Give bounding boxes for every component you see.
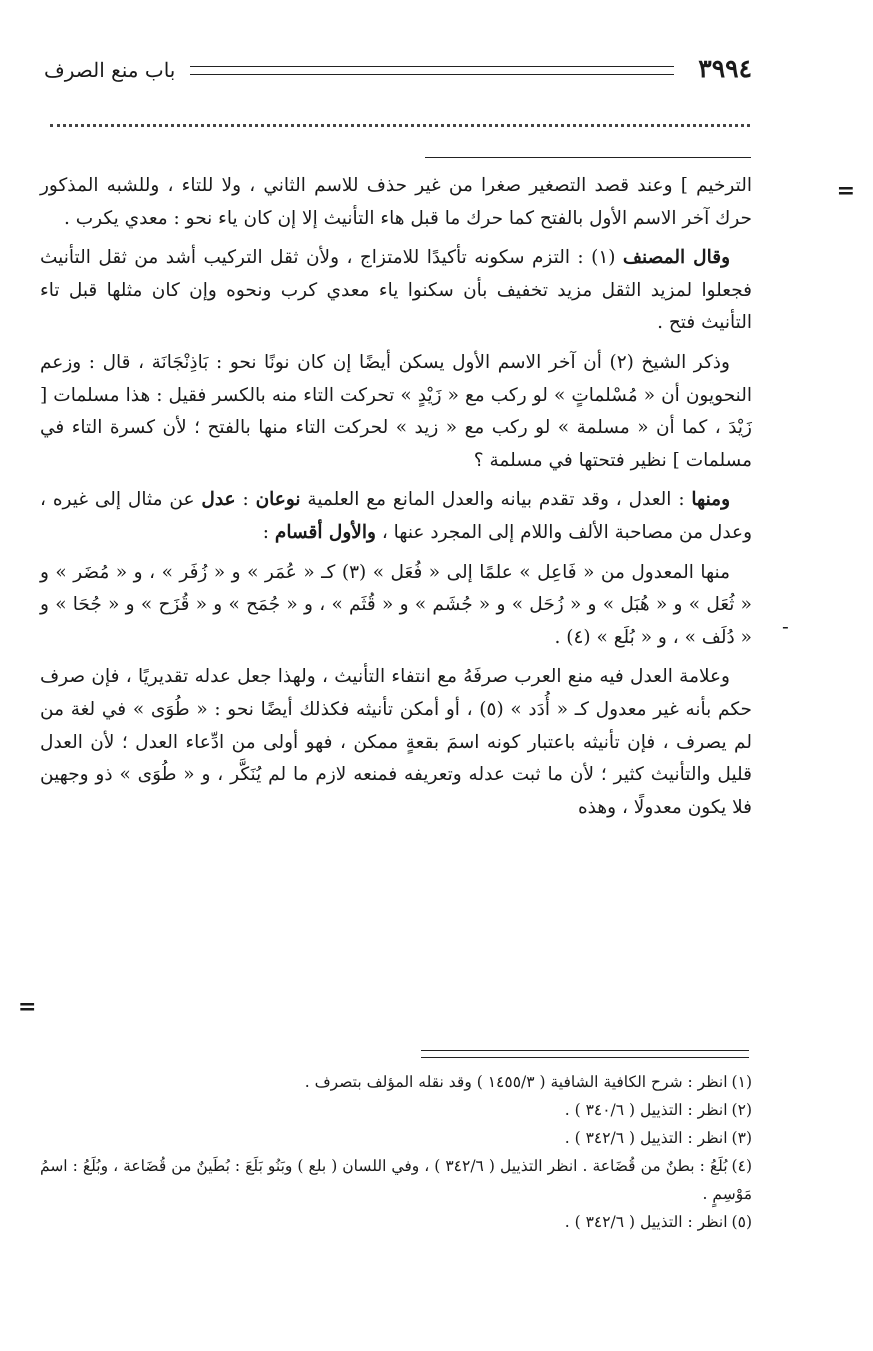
paragraph — [40, 170, 752, 235]
text-run: منها المعدول من « فَاعِل » علمًا إلى « فُعَل » (٣) كـ « عُمَر » و « زُفَر » ، و « مُضَر » و « ثُعَل » و « هُبَل » و « زُحَل » و « جُشَم » و « قُثَم » ، و « جُمَح » و « قُزَح » و « جُحَا » و « دُلَف » ، و « بُلَع » (٤) . — [40, 561, 752, 648]
text-run: وعلامة العدل فيه منع العرب صرفَهُ مع انتفاء التأنيث ، ولهذا جعل عدله تقديريًا ، فإن صرف حكم بأنه غير معدول كـ « أُدَد » (٥) ، أو أمكن تأنيثه فكذلك أيضًا نحو : « طُوَى » في لغة من لم يصرف ، فإن تأنيثه باعتبار كونه اسمَ بقعةٍ ممكن ، فهو أولى من ادِّعاء العدل ؛ لأن العدل قليل والتأنيث كثير ؛ لأن ما ثبت عدله وتعريفه فمنعه لازم ما لم يُنَكَّر ، و « طُوَى » ذو وجهين فلا يكون معدولًا ، وهذه — [40, 666, 752, 818]
text-run: : — [262, 521, 275, 543]
bold-run: نوعان — [255, 489, 301, 511]
chapter-title: باب منع الصرف — [44, 58, 176, 82]
text-run: عن مثال إلى غيره ، وعدل من مصاحبة الألف واللام إلى المجرد عنها ، — [40, 489, 752, 543]
bold-run: ومنها — [691, 489, 731, 511]
text-run: الترخيم ] وعند قصد التصغير صغرا من غير حذف للاسم الثاني ، ولا للتاء ، وللشبه المذكور حرك آخر الاسم الأول بالفتح كما حرك ما قبل هاء التأنيث إلا إن كان ياء نحو : معدي يكرب . — [40, 175, 752, 229]
paragraph — [40, 484, 752, 549]
paragraph — [40, 661, 752, 824]
paragraph — [40, 557, 752, 655]
header-double-rule — [190, 66, 674, 75]
text-run: وذكر الشيخ (٢) أن آخر الاسم الأول يسكن أيضًا إن كان نونًا نحو : بَاذِنْجَانَة ، قال : وزعم النحويون أن « مُسْلماتٍ » لو ركب مع « زَيْدٍ » تحركت التاء منه بالكسر فقيل : هذا مسلمات [ زَيْدَ ، كما أن « مسلمة » لو ركب مع « زيد » لحركت التاء منها بالفتح ؛ لأن كسرة التاء في مسلمات ] نظير فتحتها في مسلمة ؟ — [40, 351, 752, 471]
text-run: : — [235, 489, 256, 511]
margin-mark: - — [782, 614, 789, 638]
footnote-text: بُلَعُ : بطنٌ من قُضَاعة . انظر التذييل ( ٣٤٢/٦ ) ، وفي اللسان ( بلع ) وبَنُو بَلَعَ : بُطَينٌ من قُضَاعة ، وبُلَعُ : اسمُ مَوْسِمٍ . — [40, 1157, 752, 1203]
footnote-label: (٢) — [731, 1101, 752, 1119]
footnote — [40, 1152, 752, 1208]
continuation-mark-bottom: = — [18, 994, 37, 1020]
page-number: ٣٩٩٤ — [698, 54, 752, 83]
continuation-mark-top: = — [836, 178, 855, 204]
main-text — [40, 170, 752, 831]
bold-run: عدل — [201, 489, 236, 511]
footnote-divider — [421, 1050, 749, 1058]
short-divider — [425, 157, 751, 158]
bold-run: والأول أقسام — [274, 521, 376, 543]
dotted-divider — [50, 124, 750, 127]
footnote — [40, 1068, 752, 1096]
text-run: (١) : التزم سكونه تأكيدًا للامتزاج ، ولأن ثقل التركيب أشد من ثقل التأنيث فجعلوا لمزيد الثقل مزيد تخفيف بأن سكنوا ياء معدي كرب ونحوه وإن كان مثلها قبل تاء التأنيث فتح . — [40, 247, 752, 334]
footnote-label: (٣) — [731, 1129, 752, 1147]
page-header — [40, 54, 752, 90]
footnote-text: انظر : التذييل ( ٣٤٢/٦ ) . — [564, 1213, 728, 1231]
paragraph — [40, 242, 752, 340]
paragraph — [40, 347, 752, 477]
text-run: : العدل ، وقد تقدم بيانه والعدل المانع مع العلمية — [300, 489, 692, 511]
footnote-text: انظر : التذييل ( ٣٤٠/٦ ) . — [564, 1101, 728, 1119]
footnote-label: (٤) — [731, 1157, 752, 1175]
footnote — [40, 1124, 752, 1152]
footnote-text: انظر : شرح الكافية الشافية ( ١٤٥٥/٣ ) وقد نقله المؤلف بتصرف . — [304, 1073, 728, 1091]
bold-run: وقال المصنف — [622, 247, 730, 269]
footnote — [40, 1096, 752, 1124]
footnote — [40, 1208, 752, 1236]
footnote-label: (١) — [731, 1073, 752, 1091]
footnote-label: (٥) — [731, 1213, 752, 1231]
footnote-text: انظر : التذييل ( ٣٤٢/٦ ) . — [564, 1129, 728, 1147]
footnotes — [40, 1068, 752, 1236]
